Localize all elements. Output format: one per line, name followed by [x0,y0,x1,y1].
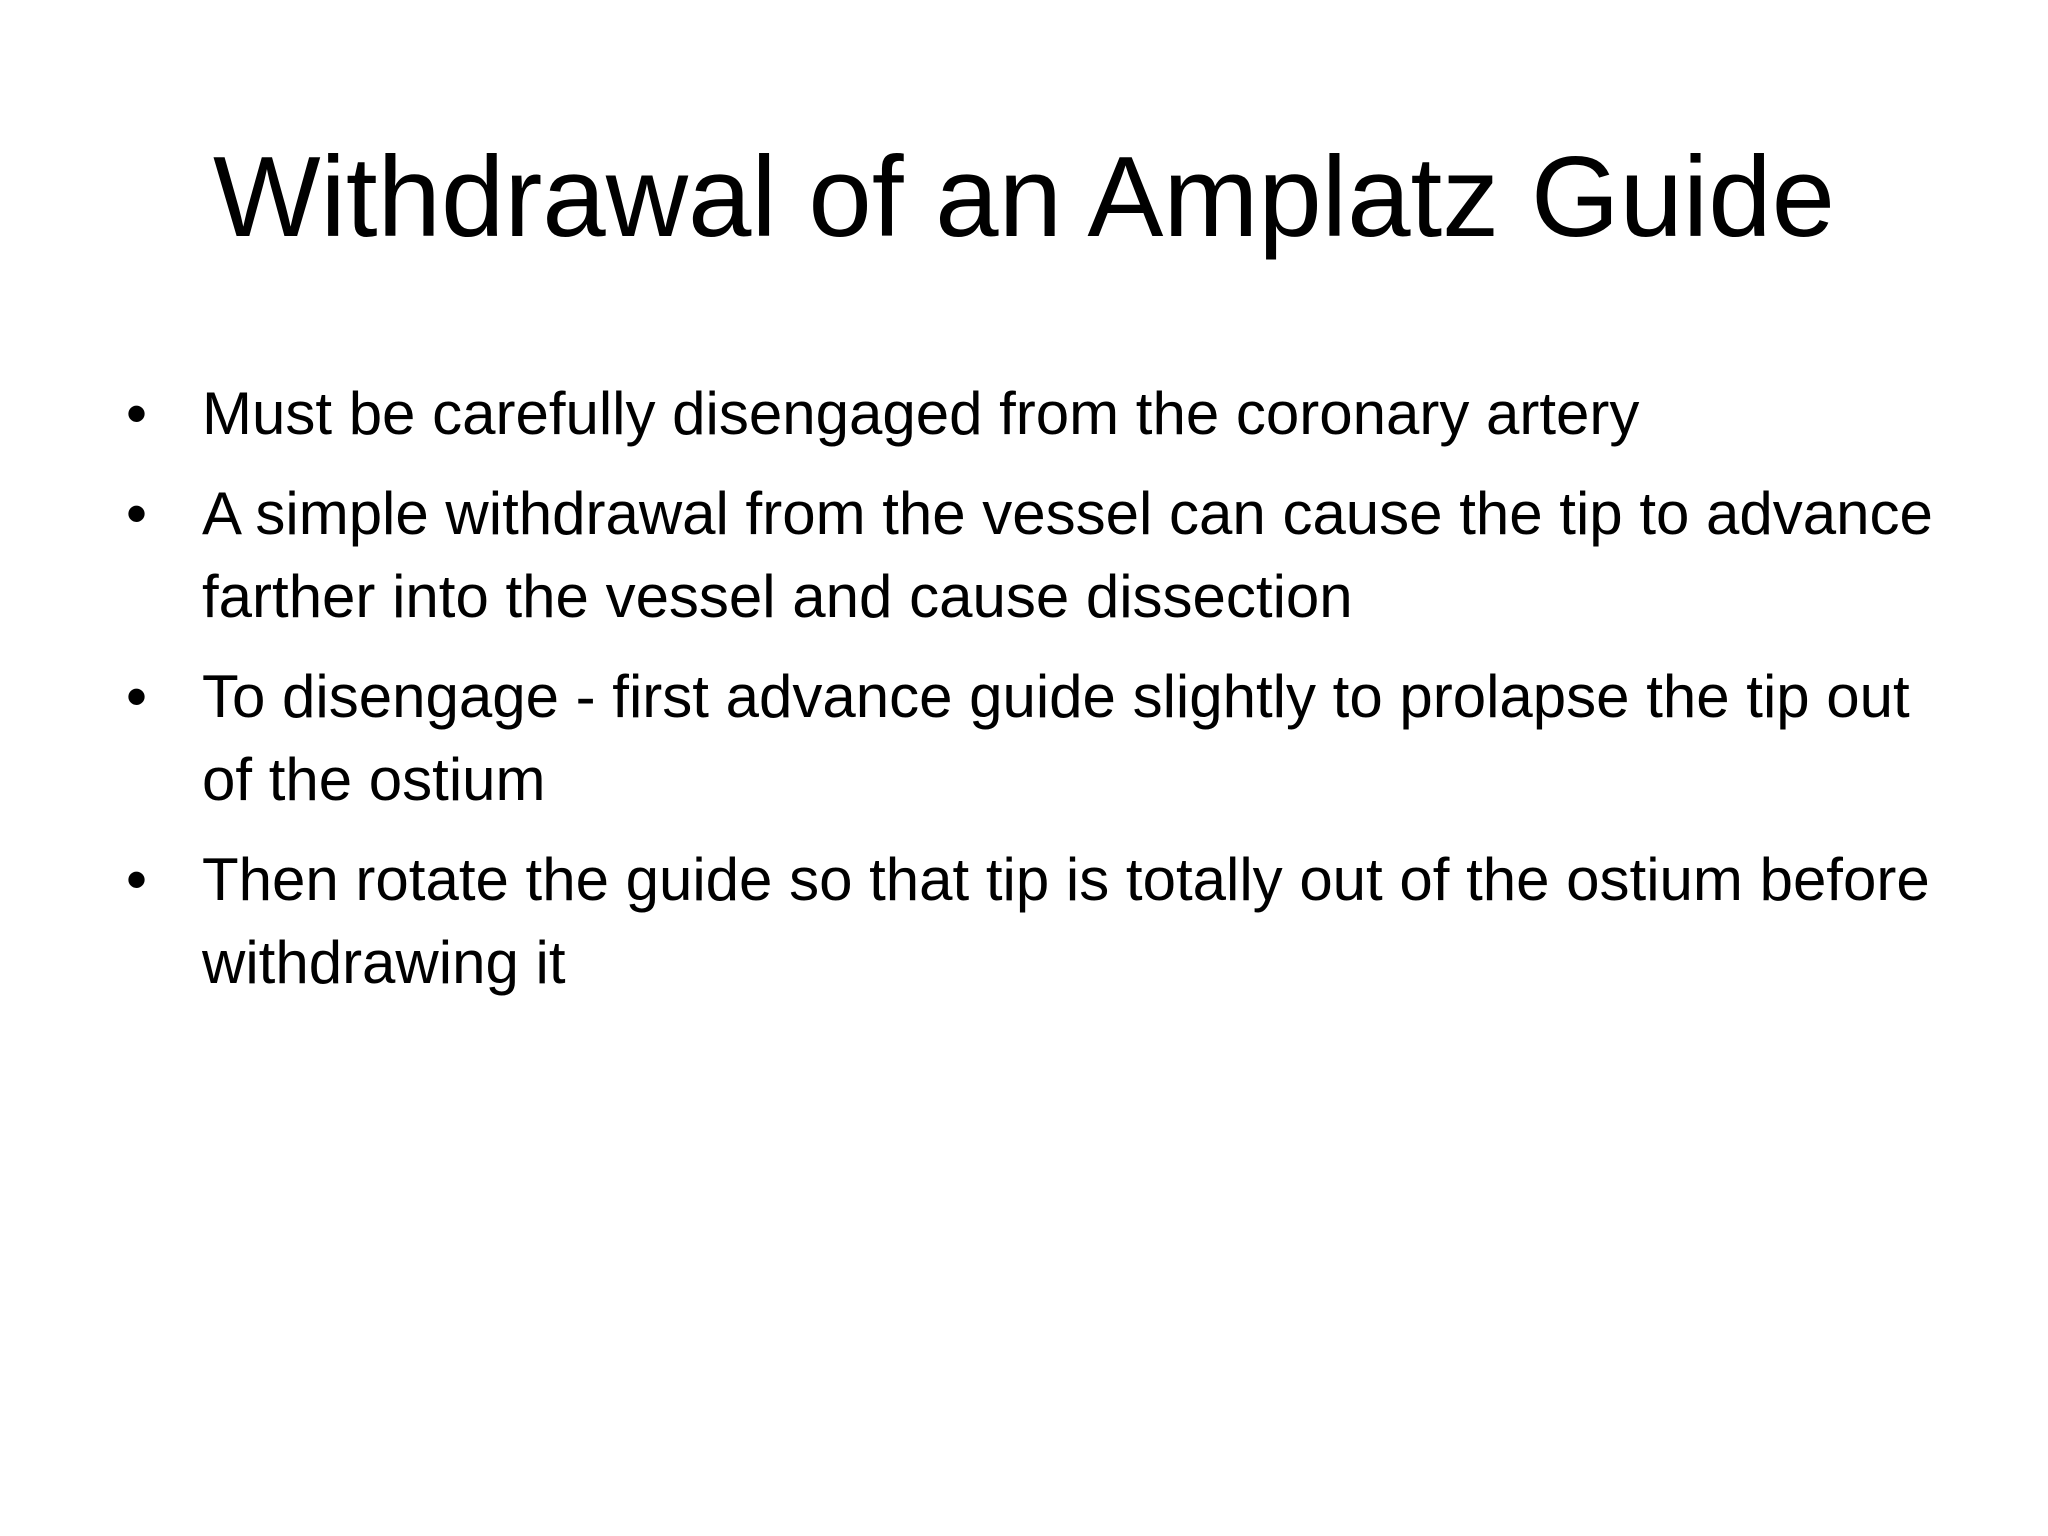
bullet-list [112,372,1942,1021]
slide-title: Withdrawal of an Amplatz Guide [212,134,1836,261]
bullet-text: Must be carefully disengaged from the coronary artery [202,380,1640,447]
bullet-item [112,372,1942,455]
bullet-icon: • [126,380,148,447]
bullet-text: A simple withdrawal from the vessel can cause the tip to advance farther into the vessel and cause dissection [202,480,1933,630]
bullet-icon: • [126,663,148,730]
bullet-icon: • [126,480,148,547]
bullet-item [112,655,1942,821]
bullet-icon: • [126,846,148,913]
bullet-text: To disengage - first advance guide slightly to prolapse the tip out of the ostium [202,663,1910,813]
bullet-item [112,472,1942,638]
bullet-text: Then rotate the guide so that tip is totally out of the ostium before withdrawing it [202,846,1930,996]
bullet-item [112,838,1942,1004]
